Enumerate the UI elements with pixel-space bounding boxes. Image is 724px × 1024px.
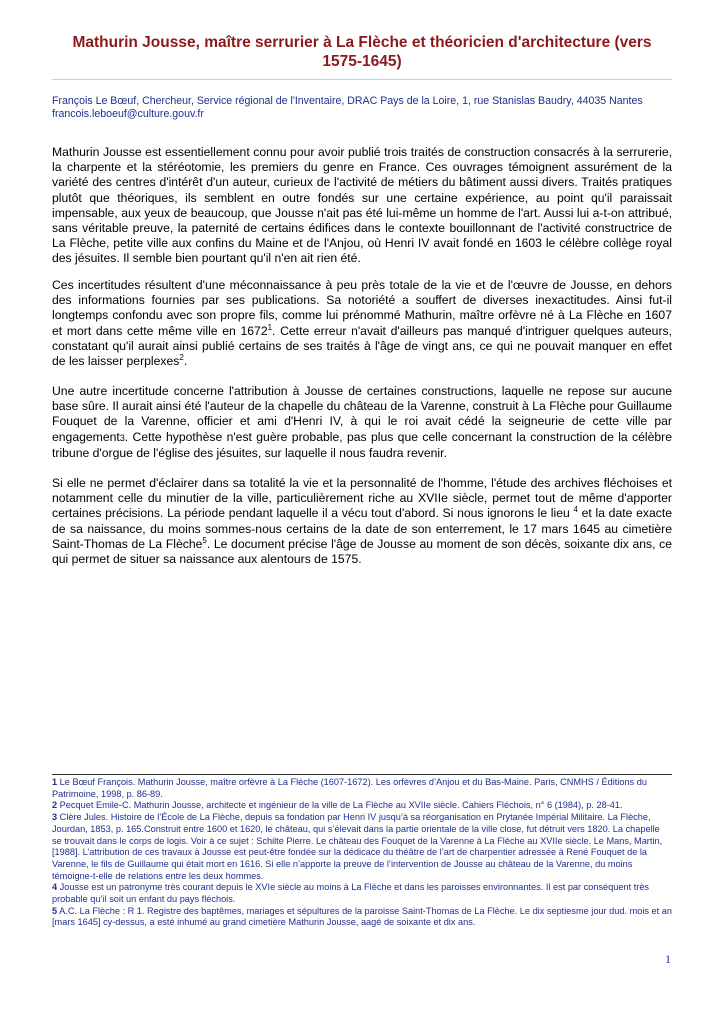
- footnote-text: Jousse est un patronyme très courant depuis le XVIe siècle au moins à La Flèche et dans les paroisses environnantes. Il est par conséquent très probable qu’il soit un enfant du pays fléchois.: [52, 882, 650, 905]
- paragraph-2-text-a: Ces incertitudes résultent d'une méconnaissance à peu près totale de la vie et de l'œuvre de Jousse, en dehors des informations fournies par ses publications. Sa notoriété a souffert de diverses inexactitudes. Ainsi fut-il longtemps confondu avec son propre fils, comme lui prénommé Mathurin, maître orfèvre né à La Flèche en 1607 et mort dans cette même ville en 1672: [52, 278, 672, 338]
- footnote-text: A.C. La Flèche : R 1. Registre des baptêmes, mariages et sépultures de la paroisse Saint-Thomas de La Flèche. Le dix septiesme jour dud. mois et an [mars 1645] cy-dessus, a esté inhumé au grand cimetière Mathurin Jousse, aagé de soixante et dix ans.: [52, 905, 672, 928]
- footnote-divider: [52, 774, 672, 775]
- footnote-5: [52, 906, 672, 929]
- paragraph-4-text-b: et la date exacte de sa naissance, du moins sommes-nous certains de la date de son enterrement, le 17 mars 1645 au cimetière Saint-Thomas de La Flèche: [52, 506, 672, 551]
- page-number: 1: [665, 952, 671, 966]
- footnote-2: [52, 800, 672, 812]
- paragraph-2-text-c: .: [183, 354, 188, 369]
- footnote-ref-2[interactable]: 2: [179, 352, 184, 362]
- paragraph-4-text-c: . Le document précise l'âge de Jousse au moment de son décès, soixante dix ans, ce qui permet de situer sa naissance aux alentours de 1575.: [52, 536, 672, 567]
- footnote-4: [52, 882, 672, 905]
- footnote-number: 4: [52, 882, 58, 893]
- footnote-ref-5[interactable]: 5: [202, 535, 207, 545]
- footnotes: [52, 777, 672, 929]
- paragraph-3: [52, 384, 672, 461]
- footnote-number: 5: [52, 905, 58, 916]
- document-title: Mathurin Jousse, maître serrurier à La Flèche et théoricien d'architecture (vers 1575-1645): [72, 34, 652, 70]
- footnote-text: Le Bœuf François. Mathurin Jousse, maître orfèvre à La Flèche (1607-1672). Les orfèvres d’Anjou et du Bas-Maine. Paris, CNMHS / Éditions du Patrimoine, 1998, p. 86-89.: [52, 777, 647, 799]
- paragraph-1: [52, 145, 672, 267]
- paragraph-4: [52, 476, 672, 567]
- footnote-text: Pecquet Emile-C. Mathurin Jousse, architecte et ingénieur de la ville de La Flèche au XVIIe siècle. Cahiers Fléchois, n° 6 (1984), p. 28-41.: [57, 800, 623, 811]
- footnote-number: 1: [52, 777, 58, 787]
- paragraph-3-text-a: Une autre incertitude concerne l'attribution à Jousse de certaines constructions, laquelle ne repose sur aucune base sûre. Il aurait ainsi été l'auteur de la chapelle du château de la Varenne, construit à La Flèche pour Guillaume Fouquet de la Varenne, officier et ami d'Henri IV, à qui le roi avait cédé la seigneurie de cette ville par engagement: [52, 384, 672, 444]
- footnote-number: 2: [52, 800, 58, 811]
- footnote-ref-1[interactable]: 1: [267, 322, 273, 332]
- footnote-text: Clère Jules. Histoire de l’École de La Flèche, depuis sa fondation par Henri IV jusqu’à sa réorganisation en Prytanée Impérial Militaire. La Flèche, Jourdan, 1853, p. 165.Construit entre 1600 et 1620, le château, qui s’élevait dans la partie orientale de la ville close, fut détruit vers 1820. La chapelle se trouvait dans le corps de logis. Voir à ce sujet : Schilte Pierre. Le château des Fouquet de la Varenne à La Flèche au XVIIe siècle. Le Mans, Martin, [1988]. L’attribution de ces travaux à Jousse est peut-être fondée sur la dédicace du théâtre de l’art de charpentier adressée à René Fouquet de la Varenne, le fils de Guillaume qui était mort en 1616. Si elle n’apporte la preuve de l’intervention de Jousse au château de la Varenne, du moins témoigne-t-elle de relations entre les deux hommes.: [52, 812, 663, 881]
- footnote-3: [52, 812, 672, 882]
- paragraph-1-text: Mathurin Jousse est essentiellement connu pour avoir publié trois traités de construction consacrés à la serrurerie, la charpente et la stéréotomie, les premiers du genre en France. Ces ouvrages témoignent assurément de la variété des centres d'intérêt d'un auteur, curieux de l'activité de métiers du bâtiment aussi divers. Traités pratiques plutôt que théoriques, ils semblent en outre fondés sur une certaine expérience, au point qu'il paraissait impensable, aux yeux de beaucoup, que Jousse n'ait pas été lui-même un homme de l'art. Aussi lui a-t-on attribué, sans véritable preuve, la paternité de certains édifices dans le contexte bouillonnant de l'activité constructrice de La Flèche, petite ville aux confins du Maine et de l'Anjou, où Henri IV avait fondé en 1603 le célèbre collège royal des jésuites. Il semble bien pourtant qu'il n'en ait rien été.: [52, 145, 672, 266]
- footnote-1: [52, 777, 672, 800]
- author-affiliation: François Le Bœuf, Chercheur, Service régional de l'Inventaire, DRAC Pays de la Loire, 1, rue Stanislas Baudry, 44035 Nantes francois.leboeuf@culture.gouv.fr: [52, 95, 643, 120]
- paragraph-3-text-b: . Cette hypothèse n'est guère probable, pas plus que celle concernant la construction de la célèbre tribune d'orgue de l'église des jésuites, sur laquelle il nous faudra revenir.: [52, 429, 672, 460]
- footnote-ref-4[interactable]: 4: [573, 505, 578, 515]
- paragraph-2-text-b: . Cette erreur n'avait d'ailleurs pas manqué d'intriguer quelques auteurs, constatant qu'il aurait ainsi publié certains de ses traités à l'âge de vingt ans, ce qui ne pouvait manquer en effet de les laisser perplexes: [52, 323, 672, 369]
- paragraph-4-text-a: Si elle ne permet d'éclairer dans sa totalité la vie et la personnalité de l'homme, l'étude des archives fléchoises et notamment celle du minutier de la ville, particulièrement riche au XVIIe siècle, permet tout de même d'apporter certaines précisions. La période pendant laquelle il a vécu tout d'abord. Si nous ignorons le lieu: [52, 476, 672, 521]
- footnote-ref-3[interactable]: 3: [119, 432, 125, 443]
- footnote-number: 3: [52, 812, 58, 823]
- title-divider: [52, 79, 672, 80]
- paragraph-2: [52, 278, 672, 369]
